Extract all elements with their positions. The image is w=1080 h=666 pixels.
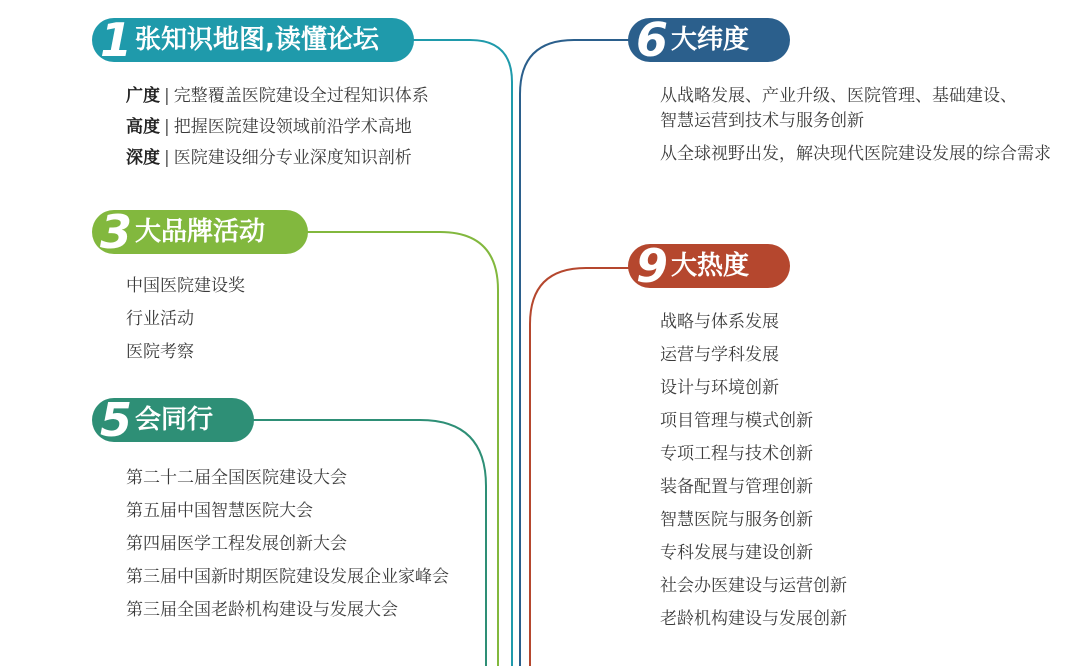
list-item: 第三届中国新时期医院建设发展企业家峰会 [126, 567, 449, 587]
list-item: 运营与学科发展 [660, 345, 779, 365]
list-item: 老龄机构建设与发展创新 [660, 609, 847, 629]
list-item: 医院考察 [126, 342, 194, 362]
item-key: 高度 [126, 117, 160, 137]
list-item: 社会办医建设与运营创新 [660, 576, 847, 596]
item-key: 广度 [126, 86, 160, 106]
section-title-s3: 大品牌活动 [135, 217, 266, 247]
section-number-s3: 3 [100, 205, 132, 259]
list-item: 行业活动 [126, 309, 194, 329]
list-item: 从战略发展、产业升级、医院管理、基础建设、 [660, 86, 1017, 106]
list-item: 第五届中国智慧医院大会 [126, 501, 313, 521]
section-number-s1: 1 [100, 13, 132, 67]
list-item: 战略与体系发展 [660, 312, 779, 332]
section-title-s1: 张知识地图,读懂论坛 [135, 25, 379, 55]
pill-s5 [92, 393, 254, 447]
connector-s9 [530, 268, 638, 666]
section-number-s6: 6 [636, 13, 668, 67]
section-number-s5: 5 [100, 393, 132, 447]
list-item: 专项工程与技术创新 [660, 444, 813, 464]
pill-s6 [628, 13, 790, 67]
item-separator: | [164, 86, 170, 106]
list-item: 第四届医学工程发展创新大会 [126, 534, 347, 554]
list-item [126, 147, 412, 169]
list-item: 项目管理与模式创新 [660, 411, 813, 431]
list-item: 设计与环境创新 [660, 378, 779, 398]
pill-s9 [628, 239, 790, 293]
list-item: 第二十二届全国医院建设大会 [126, 468, 347, 488]
list-item: 从全球视野出发，解决现代医院建设发展的综合需求 [660, 144, 1051, 164]
list-item: 装备配置与管理创新 [660, 477, 813, 497]
list-item: 专科发展与建设创新 [660, 543, 813, 563]
section-title-s5: 会同行 [135, 405, 214, 435]
item-text: 医院建设细分专业深度知识剖析 [173, 148, 412, 168]
item-separator: | [164, 117, 170, 137]
pill-s1 [92, 13, 414, 67]
section-title-s9: 大热度 [671, 251, 750, 281]
section-title-s6: 大纬度 [671, 25, 750, 55]
item-text: 把握医院建设领域前沿学术高地 [173, 117, 412, 137]
list-item [126, 85, 429, 107]
item-text: 完整覆盖医院建设全过程知识体系 [173, 86, 429, 106]
list-item: 中国医院建设奖 [126, 276, 245, 296]
list-item [126, 116, 412, 138]
item-separator: | [164, 148, 170, 168]
item-key: 深度 [126, 148, 160, 168]
connector-s6 [520, 40, 638, 666]
list-item: 智慧医院与服务创新 [660, 510, 813, 530]
section-number-s9: 9 [636, 239, 668, 293]
pill-s3 [92, 205, 308, 259]
list-item: 第三届全国老龄机构建设与发展大会 [126, 600, 398, 620]
list-item: 智慧运营到技术与服务创新 [660, 111, 864, 131]
